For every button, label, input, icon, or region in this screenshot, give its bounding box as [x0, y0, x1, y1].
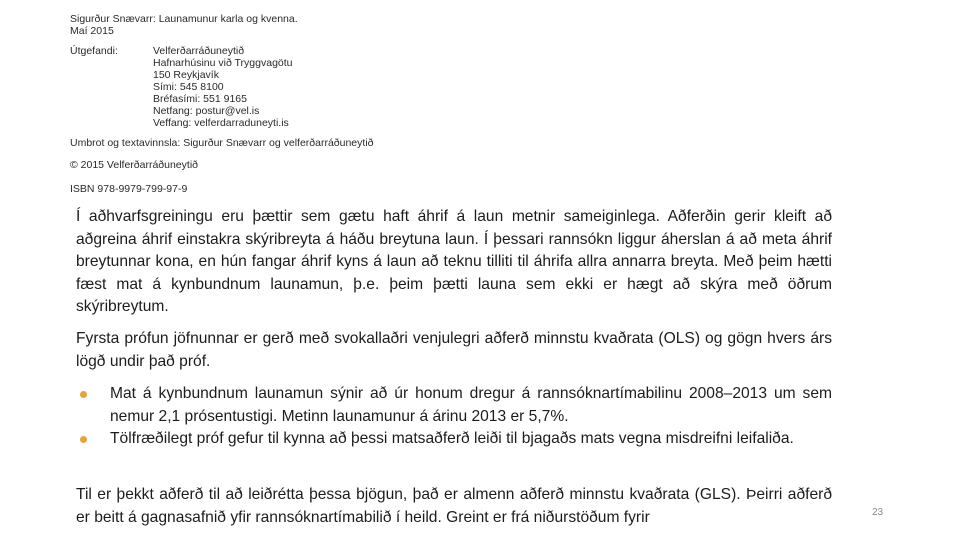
paragraph-gls: Til er þekkt aðferð til að leiðrétta þessa bjögun, það er almenn aðferð minnstu kvaðrata (GLS). Þeirri aðferð er beitt á gagnasafnið yfir rannsóknartímabilið í heild. Greint er frá niðurstöðum fyrir: [76, 486, 832, 526]
report-date-line: Maí 2015: [70, 25, 114, 37]
publisher-label: Útgefandi:: [70, 45, 118, 57]
publisher-line: Hafnarhúsinu við Tryggvagötu: [153, 57, 293, 69]
bullet-item: Tölfræðilegt próf gefur til kynna að þessi matsaðferð leiði til bjagaðs mats vegna misdreifni leifaliða.: [110, 430, 794, 447]
publisher-line: Bréfasími: 551 9165: [153, 93, 247, 105]
paragraph-regression: Í aðhvarfsgreiningu eru þættir sem gætu haft áhrif á laun metnir sameiginlega. Aðferðin gerir kleift að aðgreina áhrif einstakra skýribreyta á háðu breytuna laun. Í þessari rannsókn liggur áherslan á að meta áhrif breytunnar kona, en hún fangar áhrif kyns á laun að teknu tilliti til áhrifa allra annarra breyta. Með þeim hætti fæst mat á kynbundnum launamun, þ.e. þeim þætti launa sem ekki er hægt að skýra með öðrum skýribreytum.: [76, 208, 832, 315]
paragraph-ols: Fyrsta prófun jöfnunnar er gerð með svokallaðri venjulegri aðferð minnstu kvaðrata (OLS) og gögn hvers árs lögð undir það próf.: [76, 330, 832, 370]
copyright-line: © 2015 Velferðarráðuneytið: [70, 159, 198, 171]
publisher-address: [153, 45, 293, 129]
page-number: 23: [872, 507, 884, 518]
report-title-line: Sigurður Snævarr: Launamunur karla og kvenna.: [70, 13, 298, 25]
bullet-dot: [80, 391, 87, 398]
bullet-item: Mat á kynbundnum launamun sýnir að úr honum dregur á rannsóknartímabilinu 2008–2013 um sem nemur 2,1 prósentustigi. Metinn launamunur á árinu 2013 er 5,7%.: [110, 385, 832, 425]
publisher-line: 150 Reykjavík: [153, 69, 219, 81]
publisher-line: Netfang: postur@vel.is: [153, 105, 260, 117]
bullet-dot: [80, 436, 87, 443]
publisher-line: Velferðarráðuneytið: [153, 45, 245, 57]
isbn-line: ISBN 978-9979-799-97-9: [70, 183, 188, 195]
layout-credit-line: Umbrot og textavinnsla: Sigurður Snævarr og velferðarráðuneytið: [70, 137, 374, 149]
publisher-line: Veffang: velferdarraduneyti.is: [153, 117, 289, 129]
publisher-line: Sími: 545 8100: [153, 81, 224, 93]
